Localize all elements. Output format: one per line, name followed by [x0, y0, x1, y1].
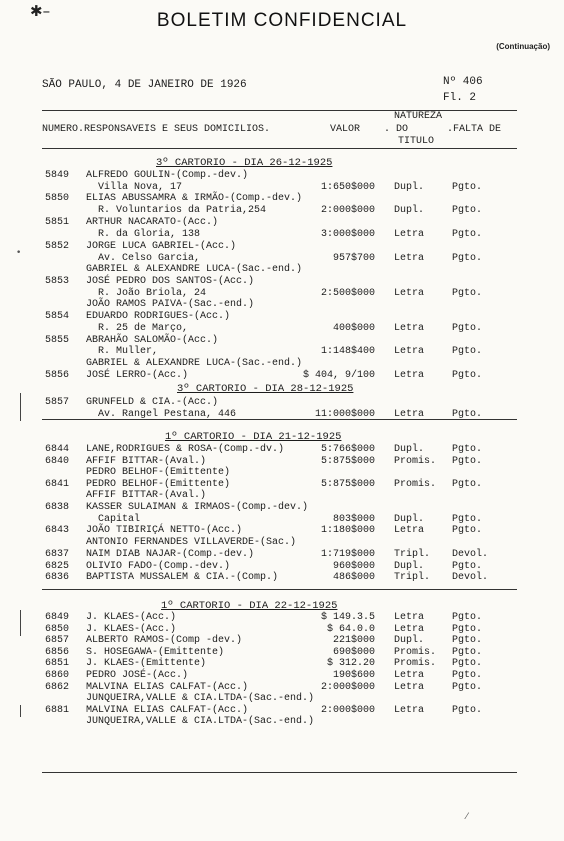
entry-name: NAIM DIAB NAJAR-(Comp.-dev.): [86, 549, 255, 560]
entry-name: R. Voluntarios da Patria,254: [86, 205, 267, 216]
table-row: [0, 264, 564, 275]
entry-number: 5852: [45, 241, 70, 252]
table-row: [0, 537, 564, 548]
entry-value: 2:500$000: [320, 288, 375, 299]
entry-name: ALBERTO RAMOS-(Comp -dev.): [86, 635, 243, 646]
entry-title-type: Letra: [394, 624, 425, 635]
col-header-natureza-1: NATUREZA: [394, 111, 443, 122]
table-row: [0, 624, 564, 635]
entry-number: 6836: [45, 572, 70, 583]
entry-name: ARTHUR NACARATO-(Acc.): [86, 217, 219, 228]
entry-reason: Devol.: [452, 549, 489, 560]
entry-number: 5850: [45, 193, 70, 204]
entry-name: JOÃO RAMOS PAIVA-(Sac.-end.): [86, 299, 255, 310]
entry-reason: Pgto.: [452, 682, 483, 693]
section-title: 1º CARTORIO - DIA 22-12-1925: [161, 600, 338, 612]
entry-reason: Pgto.: [452, 444, 483, 455]
entry-number: 5849: [45, 170, 70, 181]
entry-name: Av. Rangel Pestana, 446: [86, 409, 237, 420]
entry-number: 6838: [45, 502, 70, 513]
entry-title-type: Letra: [394, 229, 425, 240]
entry-number: 6825: [45, 561, 70, 572]
entry-value: 11:000$000: [314, 409, 375, 420]
table-row: [0, 217, 564, 228]
pen-mark: ⁄: [466, 812, 468, 822]
entry-reason: Pgto.: [452, 288, 483, 299]
entry-value: 1:180$000: [320, 525, 375, 536]
entry-reason: Pgto.: [452, 229, 483, 240]
entry-name: PEDRO BELHOF-(Emittente): [86, 479, 231, 490]
col-header-falta: .FALTA DE: [447, 124, 502, 135]
table-row: [0, 229, 564, 240]
entry-name: ELIAS ABUSSAMRA & IRMÃO-(Comp.-dev.): [86, 193, 303, 204]
entry-name: OLIVIO FADO-(Comp.-dev.): [86, 561, 231, 572]
entry-number: 6850: [45, 624, 70, 635]
entry-name: Villa Nova, 17: [86, 182, 183, 193]
col-header-numero: NUMERO.RESPONSAVEIS E SEUS DOMICILIOS.: [42, 124, 271, 135]
entry-value: 3:000$000: [320, 229, 375, 240]
entry-reason: Pgto.: [452, 182, 483, 193]
section-title: 3º CARTORIO - DIA 26-12-1925: [156, 157, 333, 169]
entry-title-type: Letra: [394, 288, 425, 299]
table-row: [0, 514, 564, 525]
entry-number: 6841: [45, 479, 70, 490]
entry-reason: Pgto.: [452, 612, 483, 623]
table-row: [0, 479, 564, 490]
table-row: [0, 525, 564, 536]
folio-number: Fl. 2: [443, 92, 477, 104]
entry-title-type: Dupl.: [394, 635, 425, 646]
entry-title-type: Letra: [394, 682, 425, 693]
entry-name: S. HOSEGAWA-(Emittente): [86, 647, 225, 658]
table-row: [0, 346, 564, 357]
col-header-valor: VALOR: [330, 124, 361, 135]
entry-value: 5:875$000: [320, 456, 375, 467]
entry-value: 486$000: [332, 572, 375, 583]
bulletin-number: Nº 406: [443, 76, 483, 88]
entry-value: 1:650$000: [320, 182, 375, 193]
entry-title-type: Letra: [394, 346, 425, 357]
entry-value: 5:875$000: [320, 479, 375, 490]
city-date: SÃO PAULO, 4 DE JANEIRO DE 1926: [42, 79, 247, 91]
table-row: [0, 716, 564, 727]
entry-number: 5851: [45, 217, 70, 228]
entry-name: ABRAHÃO SALOMÃO-(Acc.): [86, 335, 219, 346]
table-row: [0, 335, 564, 346]
entry-title-type: Letra: [394, 705, 425, 716]
entry-name: BAPTISTA MUSSALEM & CIA.-(Comp.): [86, 572, 279, 583]
table-row: [0, 323, 564, 334]
entry-name: MALVINA ELIAS CALFAT-(Acc.): [86, 705, 249, 716]
entry-value: 960$000: [332, 561, 375, 572]
entry-reason: Pgto.: [452, 409, 483, 420]
table-row: [0, 358, 564, 369]
table-row: [0, 612, 564, 623]
entry-name: LANE,RODRIGUES & ROSA-(Comp.-dv.): [86, 444, 285, 455]
table-row: [0, 444, 564, 455]
entry-number: 6860: [45, 670, 70, 681]
entry-number: 6862: [45, 682, 70, 693]
entry-title-type: Letra: [394, 525, 425, 536]
entry-value: $ 149.3.5: [320, 612, 375, 623]
entry-name: Av. Celso Garcia,: [86, 253, 201, 264]
section-title: 3º CARTORIO - DIA 28-12-1925: [177, 383, 354, 395]
table-row: [0, 682, 564, 693]
entry-reason: Pgto.: [452, 479, 483, 490]
entry-name: R. João Briola, 24: [86, 288, 207, 299]
entry-name: KASSER SULAIMAN & IRMAOS-(Comp.-dev.): [86, 502, 309, 513]
entry-name: AFFIF BITTAR-(Aval.): [86, 490, 207, 501]
table-row: [0, 635, 564, 646]
document-title: BOLETIM CONFIDENCIAL: [156, 10, 408, 31]
entry-name: J. KLAES-(Acc.): [86, 612, 177, 623]
entry-value: 5:766$000: [320, 444, 375, 455]
entry-number: 6857: [45, 635, 70, 646]
entry-reason: Pgto.: [452, 323, 483, 334]
entry-name: PEDRO JOSÉ-(Acc.): [86, 670, 189, 681]
entry-number: 6851: [45, 658, 70, 669]
section-title: 1º CARTORIO - DIA 21-12-1925: [165, 431, 342, 443]
table-row: [0, 502, 564, 513]
entry-title-type: Letra: [394, 670, 425, 681]
entry-name: R. Muller,: [86, 346, 159, 357]
entry-reason: Pgto.: [452, 561, 483, 572]
entry-value: $ 64.0.0: [326, 624, 375, 635]
entry-number: 6844: [45, 444, 70, 455]
entry-name: R. 25 de Março,: [86, 323, 189, 334]
entry-value: 400$000: [332, 323, 375, 334]
table-row: [0, 693, 564, 704]
entry-title-type: Letra: [394, 370, 425, 381]
table-row: [0, 670, 564, 681]
entry-number: 5857: [45, 397, 70, 408]
table-row: [0, 705, 564, 716]
entry-name: JOSÉ PEDRO DOS SANTOS-(Acc.): [86, 276, 255, 287]
entry-number: 5855: [45, 335, 70, 346]
entry-title-type: Letra: [394, 409, 425, 420]
entry-title-type: Dupl.: [394, 182, 425, 193]
entry-title-type: Dupl.: [394, 205, 425, 216]
entry-value: $ 404, 9/100: [302, 370, 375, 381]
entry-value: 1:148$400: [320, 346, 375, 357]
entry-reason: Pgto.: [452, 670, 483, 681]
entry-title-type: Dupl.: [394, 444, 425, 455]
entry-title-type: Promis.: [394, 647, 437, 658]
entry-reason: Pgto.: [452, 205, 483, 216]
entry-number: 6840: [45, 456, 70, 467]
entry-value: 957$700: [332, 253, 375, 264]
entry-reason: Pgto.: [452, 635, 483, 646]
entry-title-type: Letra: [394, 253, 425, 264]
entry-reason: Devol.: [452, 572, 489, 583]
table-row: [0, 397, 564, 408]
entry-name: GRUNFELD & CIA.-(Acc.): [86, 397, 219, 408]
entry-name: JOSÉ LERRO-(Acc.): [86, 370, 189, 381]
table-row: [0, 182, 564, 193]
margin-dot: •: [16, 248, 22, 258]
entry-title-type: Dupl.: [394, 561, 425, 572]
entry-number: 5854: [45, 311, 70, 322]
table-row: [0, 170, 564, 181]
entry-number: 6856: [45, 647, 70, 658]
entry-title-type: Promis.: [394, 479, 437, 490]
entry-title-type: Letra: [394, 323, 425, 334]
col-header-natureza-2: . DO: [384, 124, 409, 135]
entry-value: 690$000: [332, 647, 375, 658]
entry-value: 1:719$000: [320, 549, 375, 560]
entry-value: 803$000: [332, 514, 375, 525]
entry-title-type: Tripl.: [394, 572, 431, 583]
entry-name: Capital: [86, 514, 141, 525]
entry-reason: Pgto.: [452, 346, 483, 357]
table-row: [0, 561, 564, 572]
entry-value: 221$000: [332, 635, 375, 646]
continuation-note: (Continuação): [496, 42, 550, 51]
entry-reason: Pgto.: [452, 647, 483, 658]
entry-name: GABRIEL & ALEXANDRE LUCA-(Sac.-end.): [86, 264, 303, 275]
entry-name: J. KLAES-(Emittente): [86, 658, 207, 669]
entry-reason: Pgto.: [452, 253, 483, 264]
table-row: [0, 572, 564, 583]
table-row: [0, 647, 564, 658]
entry-title-type: Dupl.: [394, 514, 425, 525]
entry-title-type: Promis.: [394, 456, 437, 467]
entry-reason: Pgto.: [452, 514, 483, 525]
table-row: [0, 193, 564, 204]
entry-title-type: Promis.: [394, 658, 437, 669]
entry-name: R. da Gloria, 138: [86, 229, 201, 240]
entry-value: 2:000$000: [320, 205, 375, 216]
table-row: [0, 467, 564, 478]
table-row: [0, 241, 564, 252]
table-row: [0, 276, 564, 287]
entry-name: ANTONIO FERNANDES VILLAVERDE-(Sac.): [86, 537, 297, 548]
table-row: [0, 253, 564, 264]
entry-name: JOÃO TIBIRIÇÁ NETTO-(Acc.): [86, 525, 243, 536]
entry-reason: Pgto.: [452, 658, 483, 669]
entry-name: GABRIEL & ALEXANDRE LUCA-(Sac.-end.): [86, 358, 303, 369]
table-row: [0, 205, 564, 216]
entry-value: 190$600: [332, 670, 375, 681]
entry-name: JUNQUEIRA,VALLE & CIA.LTDA-(Sac.-end.): [86, 716, 315, 727]
entry-reason: Pgto.: [452, 525, 483, 536]
entry-reason: Pgto.: [452, 370, 483, 381]
table-row: [0, 658, 564, 669]
entry-reason: Pgto.: [452, 456, 483, 467]
entry-name: PEDRO BELHOF-(Emittente): [86, 467, 231, 478]
entry-title-type: Tripl.: [394, 549, 431, 560]
entry-name: AFFIF BITTAR-(Aval.): [86, 456, 207, 467]
entry-value: $ 312.20: [326, 658, 375, 669]
table-row: [0, 490, 564, 501]
entry-name: JUNQUEIRA,VALLE & CIA.LTDA-(Sac.-end.): [86, 693, 315, 704]
entry-name: MALVINA ELIAS CALFAT-(Acc.): [86, 682, 249, 693]
entry-name: EDUARDO RODRIGUES-(Acc.): [86, 311, 231, 322]
entry-number: 5856: [45, 370, 70, 381]
entry-name: J. KLAES-(Acc.): [86, 624, 177, 635]
entry-number: 6837: [45, 549, 70, 560]
entry-name: ALFREDO GOULIN-(Comp.-dev.): [86, 170, 249, 181]
table-row: [0, 456, 564, 467]
table-row: [0, 409, 564, 420]
entry-number: 6843: [45, 525, 70, 536]
entry-number: 5853: [45, 276, 70, 287]
entry-number: 6849: [45, 612, 70, 623]
table-row: [0, 549, 564, 560]
col-header-natureza-3: TITULO: [398, 136, 435, 147]
entry-reason: Pgto.: [452, 624, 483, 635]
entry-title-type: Letra: [394, 612, 425, 623]
entry-value: 2:000$000: [320, 705, 375, 716]
table-row: [0, 370, 564, 381]
entry-number: 6881: [45, 705, 70, 716]
table-row: [0, 311, 564, 322]
table-row: [0, 288, 564, 299]
stamp-mark: ✱–: [30, 2, 51, 20]
table-row: [0, 299, 564, 310]
entry-value: 2:000$000: [320, 682, 375, 693]
entry-reason: Pgto.: [452, 705, 483, 716]
entry-name: JORGE LUCA GABRIEL-(Acc.): [86, 241, 237, 252]
